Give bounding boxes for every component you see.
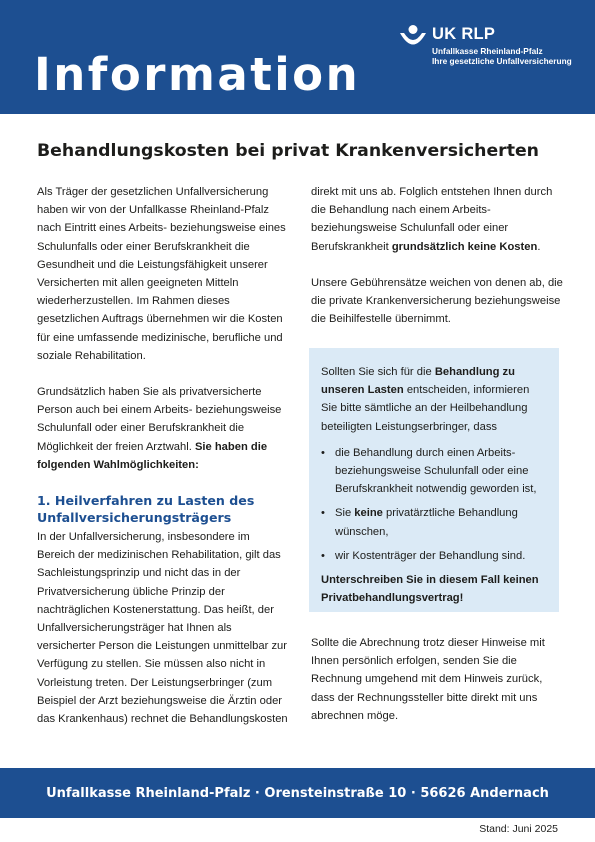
- right-column: [311, 183, 563, 346]
- right-column-bottom: [311, 634, 563, 725]
- header-title: Information: [34, 48, 361, 101]
- choice-emphasis: Sie haben die folgenden Wahlmöglichkeiten:: [37, 440, 268, 471]
- section-heading-1: 1. Heilverfahren zu Lasten des Unfallversicherungsträgers: [37, 493, 255, 526]
- bullet-2-bold: keine: [354, 507, 383, 520]
- info-intro-pre: Sollten Sie sich für die: [321, 366, 432, 378]
- info-box-list: [321, 444, 547, 565]
- costs-paragraph: [311, 183, 563, 256]
- info-box-closing: [321, 571, 547, 607]
- info-box-intro: [321, 363, 547, 436]
- invoice-paragraph: Sollte die Abrechnung trotz dieser Hinweise mit Ihnen persönlich erfolgen, senden Sie die Rechnung umgehend mit dem Hinweis zurück, dass der Rechnungssteller bitte direkt mit uns abrechnen möge.: [311, 637, 545, 722]
- info-box: [309, 348, 559, 612]
- costs-text: direkt mit uns ab. Folglich entstehen Ihnen durch die Behandlung nach einem Arbeits- beziehungsweise Schulunfall oder einer Berufskrankheit: [311, 186, 553, 253]
- costs-end: .: [537, 240, 541, 253]
- choice-paragraph: [37, 383, 289, 474]
- intro-paragraph: Als Träger der gesetzlichen Unfallversicherung haben wir von der Unfallkasse Rheinland-Pfalz nach Eintritt eines Arbeits- beziehungsweise eines Schulunfalls oder einer Berufskrankheit die Gesundheit und die Leistungsfähigkeit unserer Versicherten mit allen geeigneten Mitteln wiederherzustellen. Im Rahmen dieses gesetzlichen Auftrags übernehmen wir die Kosten für eine umfassende medizinische, berufliche und soziale Rehabilitation.: [37, 186, 286, 362]
- choice-text: Grundsätzlich haben Sie als privatversicherte Person auch bei einem Arbeits- beziehungsweise Schulunfall oder einer Berufskrankheit die Möglichkeit der freien Arztwahl.: [37, 386, 282, 453]
- header: [0, 0, 595, 120]
- logo-name: UK RLP: [432, 25, 496, 43]
- ukrlp-logo-icon: [398, 24, 428, 54]
- document-title: Behandlungskosten bei privat Krankenversicherten: [37, 141, 539, 161]
- fees-paragraph: Unsere Gebührensätze weichen von denen ab, die die private Krankenversicherung beziehungsweise die Beihilfestelle übernimmt.: [311, 276, 563, 326]
- left-column: [37, 183, 289, 728]
- bullet-2-pre: Sie: [335, 507, 352, 520]
- logo-subtitle: [432, 46, 572, 66]
- list-item: • wir Kostenträger der Behandlung sind.: [321, 547, 547, 565]
- logo: [398, 24, 572, 70]
- list-item: [321, 504, 547, 540]
- closing-emphasis: Unterschreiben Sie in diesem Fall keinen Privatbehandlungsvertrag!: [321, 574, 539, 605]
- info-intro-post: entscheiden, informieren Sie bitte sämtliche an der Heilbehandlung beteiligten Leistungserbringer, dass: [321, 384, 530, 433]
- logo-line-2: Ihre gesetzliche Unfallversicherung: [432, 56, 572, 66]
- logo-line-1: Unfallkasse Rheinland-Pfalz: [432, 46, 543, 56]
- footer-address: Unfallkasse Rheinland-Pfalz · Orensteinstraße 10 · 56626 Andernach: [46, 786, 549, 801]
- bullet-2-post: privatärztliche Behandlung wünschen,: [335, 507, 518, 538]
- footer-date: Stand: Juni 2025: [479, 823, 558, 835]
- section-1-paragraph: In der Unfallversicherung, insbesondere im Bereich der medizinischen Rehabilitation, gilt das Sachleistungsprinzip und nicht das in der Privatversicherung übliche Prinzip der nachträglichen Kostenerstattung. Das heißt, der Unfallversicherungsträger hat Ihnen als versicherter Person die Leistungen unmittelbar zur Verfügung zu stellen. Sie müssen also nicht in Vorleistung treten. Der Leistungserbringer (zum Beispiel der Arzt beziehungsweise die Ärztin oder das Krankenhaus) rechnet die Behandlungskosten: [37, 531, 288, 726]
- costs-emphasis: grundsätzlich keine Kosten: [391, 240, 538, 253]
- info-intro-bold: Behandlung zu unseren Lasten: [321, 366, 515, 397]
- list-item: • die Behandlung durch einen Arbeits- beziehungsweise Schulunfall oder eine Berufskrankheit notwendig geworden ist,: [321, 444, 547, 499]
